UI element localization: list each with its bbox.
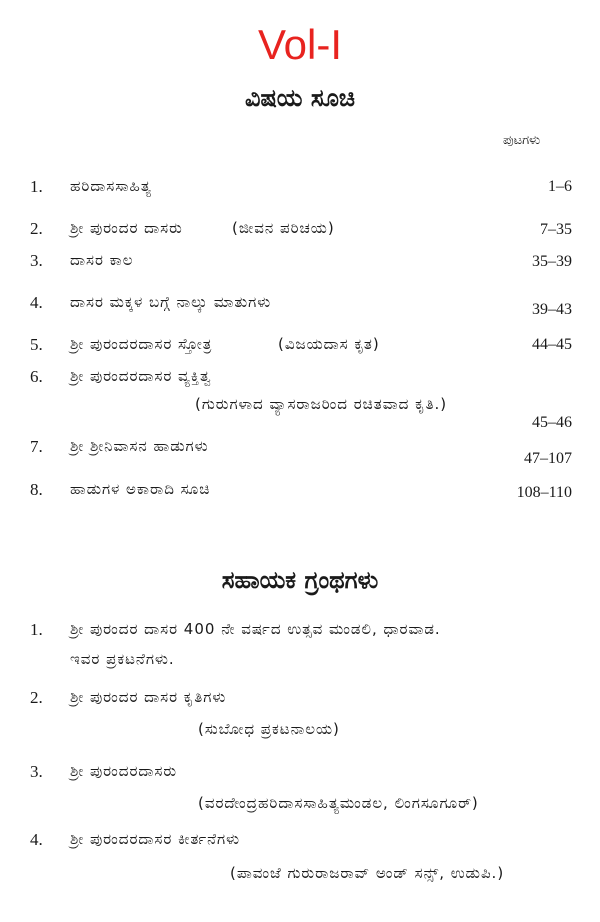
reference-title: ಶ್ರೀ ಪುರಂದರ ದಾಸರ ಕೃತಿಗಳು	[70, 688, 227, 706]
contents-item-number: 4.	[30, 293, 43, 312]
reference-number: 4.	[30, 830, 43, 849]
contents-item-title: ಹರಿದಾಸಸಾಹಿತ್ಯ	[70, 177, 152, 195]
contents-item-note: (ಗುರುಗಳಾದ ವ್ಯಾಸರಾಜರಿಂದ ರಚಿತವಾದ ಕೃತಿ.)	[195, 395, 448, 413]
contents-item-pages: 44–45	[532, 336, 572, 353]
contents-item-pages: 35–39	[532, 253, 572, 270]
reference-publisher: (ವರದೇಂದ್ರಹರಿದಾಸಸಾಹಿತ್ಯಮಂಡಲ, ಲಿಂಗಸೂಗೂರ್)	[198, 794, 479, 812]
contents-item-title: ದಾಸರ ಕಾಲ	[70, 251, 134, 269]
contents-item-pages: 45–46	[532, 414, 572, 431]
contents-item-number: 5.	[30, 335, 43, 354]
pages-column-label: ಪುಟಗಳು	[503, 133, 541, 148]
reference-number: 2.	[30, 688, 43, 707]
contents-item-number: 3.	[30, 251, 43, 270]
contents-item-pages: 108–110	[516, 484, 572, 501]
contents-item-pages: 39–43	[532, 301, 572, 318]
contents-item-title: ಹಾಡುಗಳ ಅಕಾರಾದಿ ಸೂಚಿ	[70, 480, 211, 498]
reference-number: 1.	[30, 620, 43, 639]
contents-item-title: ಶ್ರೀ ಪುರಂದರದಾಸರ ವ್ಯಕ್ತಿತ್ವ	[70, 367, 212, 385]
contents-item-number: 6.	[30, 367, 43, 386]
contents-item-number: 1.	[30, 177, 43, 196]
reference-publisher: (ಪಾವಂಜೆ ಗುರುರಾಜರಾವ್ ಅಂಡ್ ಸನ್ಸ್, ಉಡುಪಿ.)	[230, 864, 505, 882]
contents-item-number: 8.	[30, 480, 43, 499]
reference-publisher: ಇವರ ಪ್ರಕಟನೆಗಳು.	[70, 650, 175, 668]
contents-heading: ವಿಷಯ ಸೂಚಿ	[244, 84, 356, 112]
reference-title: ಶ್ರೀ ಪುರಂದರ ದಾಸರ 400 ನೇ ವರ್ಷದ ಉತ್ಸವ ಮಂಡಲಿ, ಧಾರವಾಡ.	[70, 620, 441, 638]
contents-item-pages: 1–6	[548, 178, 572, 195]
contents-item-number: 7.	[30, 437, 43, 456]
contents-item-title: ಶ್ರೀ ಶ್ರೀನಿವಾಸನ ಹಾಡುಗಳು	[70, 437, 209, 455]
contents-item-note: (ವಿಜಯದಾಸ ಕೃತ)	[278, 335, 380, 353]
reference-title: ಶ್ರೀ ಪುರಂದರದಾಸರ ಕೀರ್ತನೆಗಳು	[70, 830, 241, 848]
reference-title: ಶ್ರೀ ಪುರಂದರದಾಸರು	[70, 762, 178, 780]
contents-item-title: ಶ್ರೀ ಪುರಂದರ ದಾಸರು	[70, 219, 183, 237]
contents-item-pages: 7–35	[540, 221, 572, 238]
reference-number: 3.	[30, 762, 43, 781]
contents-item-title: ಶ್ರೀ ಪುರಂದರದಾಸರ ಸ್ತೋತ್ರ	[70, 335, 213, 353]
contents-item-number: 2.	[30, 219, 43, 238]
references-heading: ಸಹಾಯಕ ಗ್ರಂಥಗಳು	[221, 566, 379, 594]
reference-publisher: (ಸುಬೋಧ ಪ್ರಕಟನಾಲಯ)	[198, 720, 340, 738]
volume-label: Vol-I	[257, 21, 343, 68]
contents-item-pages: 47–107	[524, 450, 572, 467]
contents-item-title: ದಾಸರ ಮಕ್ಕಳ ಬಗ್ಗೆ ನಾಲ್ಕು ಮಾತುಗಳು	[70, 293, 272, 311]
contents-item-note: (ಜೀವನ ಪರಿಚಯ)	[232, 219, 335, 237]
